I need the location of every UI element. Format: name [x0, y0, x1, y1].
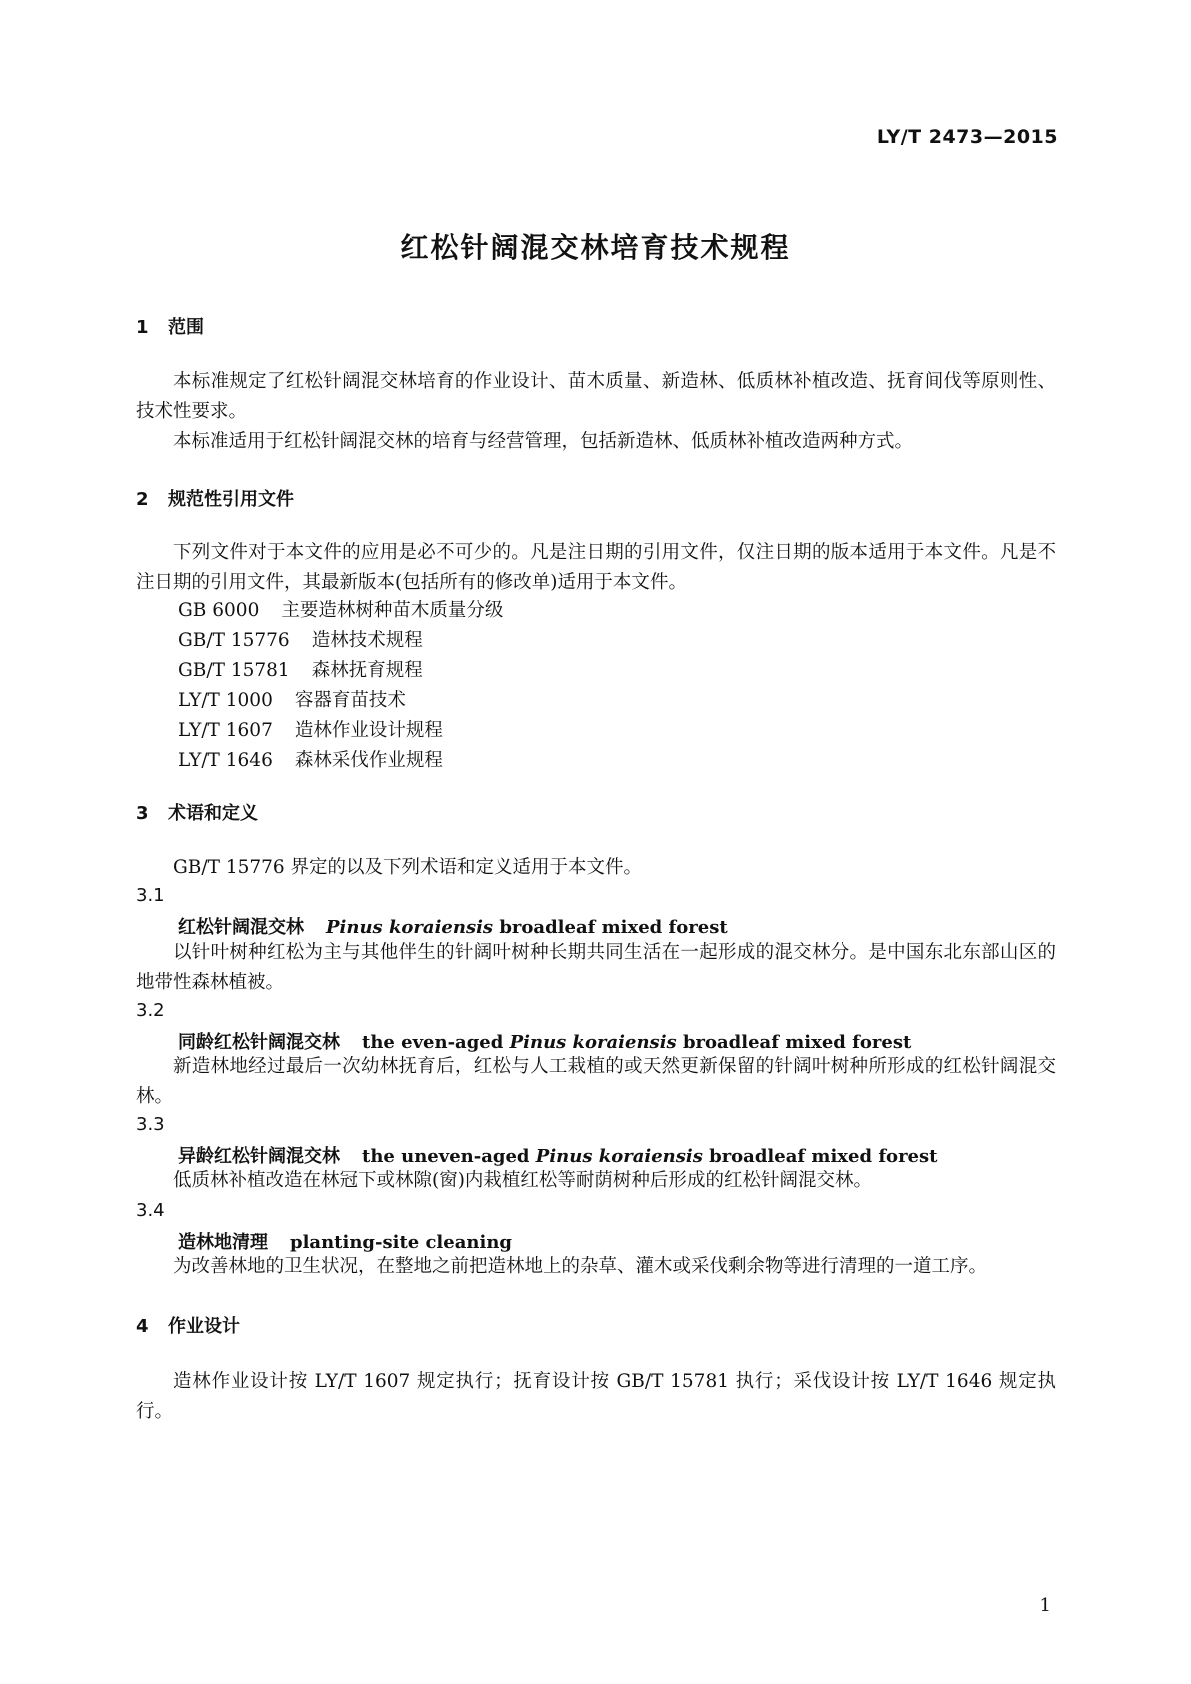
section-3-intro [136, 853, 1056, 883]
section-1-body [136, 367, 1056, 457]
document-title: 红松针阔混交林培育技术规程 [400, 231, 791, 264]
term-chinese: 异龄红松针阔混交林 [178, 1146, 340, 1167]
paragraph: GB/T 15776 界定的以及下列术语和定义适用于本文件。 [173, 857, 643, 878]
page-number: 1 [1039, 1595, 1051, 1616]
section-number: 4 [136, 1316, 149, 1337]
term-definition [136, 1252, 1056, 1282]
reference-item [178, 626, 503, 656]
reference-code: GB/T 15781 [178, 660, 290, 681]
reference-code: GB/T 15776 [178, 630, 290, 651]
section-4-heading [136, 1312, 240, 1338]
term-number: 3.2 [136, 1000, 165, 1021]
paragraph: 下列文件对于本文件的应用是必不可少的。凡是注日期的引用文件，仅注日期的版本适用于本文件。凡是不注日期的引用文件，其最新版本(包括所有的修改单)适用于本文件。 [136, 542, 1056, 593]
reference-title: 森林抚育规程 [311, 660, 423, 681]
term-heading [178, 1142, 937, 1168]
term-english-italic: Pinus koraiensis [326, 917, 494, 938]
reference-code: GB 6000 [178, 600, 260, 621]
paragraph: 本标准适用于红松针阔混交林的培育与经营管理，包括新造林、低质林补植改造两种方式。 [173, 431, 914, 452]
term-english-italic: Pinus koraiensis [509, 1032, 677, 1053]
section-number: 3 [136, 803, 149, 824]
reference-code: LY/T 1000 [178, 690, 273, 711]
section-number: 2 [136, 489, 149, 510]
term-heading [178, 913, 728, 939]
term-english-suffix: broadleaf mixed forest [702, 1146, 938, 1167]
term-heading [178, 1028, 911, 1054]
reference-title: 主要造林树种苗木质量分级 [281, 600, 504, 621]
reference-title: 造林作业设计规程 [294, 720, 443, 741]
reference-title: 造林技术规程 [311, 630, 423, 651]
definition-text: 为改善林地的卫生状况，在整地之前把造林地上的杂草、灌木或采伐剩余物等进行清理的一道工序。 [173, 1256, 988, 1277]
reference-list [178, 596, 503, 776]
reference-title: 容器育苗技术 [294, 690, 406, 711]
term-chinese: 造林地清理 [178, 1232, 268, 1253]
standard-code: LY/T 2473—2015 [876, 126, 1058, 148]
reference-item [178, 746, 503, 776]
term-number: 3.4 [136, 1200, 165, 1221]
section-title: 规范性引用文件 [168, 489, 294, 510]
section-2-body [136, 538, 1056, 598]
term-chinese: 红松针阔混交林 [178, 917, 304, 938]
term-english-prefix: the uneven-aged [362, 1146, 536, 1167]
term-english-suffix: broadleaf mixed forest [493, 917, 728, 938]
reference-item [178, 686, 503, 716]
section-2-heading [136, 485, 294, 511]
term-number: 3.1 [136, 885, 165, 906]
definition-text: 以针叶树种红松为主与其他伴生的针阔叶树种长期共同生活在一起形成的混交林分。是中国东北东部山区的地带性森林植被。 [136, 942, 1056, 993]
section-1-heading [136, 313, 204, 339]
term-definition [136, 938, 1056, 998]
section-number: 1 [136, 317, 149, 338]
definition-text: 低质林补植改造在林冠下或林隙(窗)内栽植红松等耐荫树种后形成的红松针阔混交林。 [173, 1170, 872, 1191]
section-3-heading [136, 799, 258, 825]
paragraph: 造林作业设计按 LY/T 1607 规定执行；抚育设计按 GB/T 15781 执行；采伐设计按 LY/T 1646 规定执行。 [136, 1371, 1056, 1422]
reference-title: 森林采伐作业规程 [294, 750, 443, 771]
term-english-suffix: broadleaf mixed forest [676, 1032, 912, 1053]
term-chinese: 同龄红松针阔混交林 [178, 1032, 340, 1053]
term-definition [136, 1166, 1056, 1196]
reference-code: LY/T 1646 [178, 750, 273, 771]
reference-code: LY/T 1607 [178, 720, 273, 741]
term-english-italic: Pinus koraiensis [535, 1146, 703, 1167]
section-title: 作业设计 [168, 1316, 240, 1337]
definition-text: 新造林地经过最后一次幼林抚育后，红松与人工栽植的或天然更新保留的针阔叶树种所形成的红松针阔混交林。 [136, 1056, 1056, 1107]
term-definition [136, 1052, 1056, 1112]
term-english-prefix: the even-aged [362, 1032, 510, 1053]
term-heading [178, 1228, 512, 1254]
term-english-prefix: planting-site cleaning [290, 1232, 512, 1253]
section-4-body [136, 1367, 1056, 1427]
reference-item [178, 656, 503, 686]
section-title: 术语和定义 [168, 803, 258, 824]
term-number: 3.3 [136, 1114, 165, 1135]
reference-item [178, 596, 503, 626]
paragraph: 本标准规定了红松针阔混交林培育的作业设计、苗木质量、新造林、低质林补植改造、抚育间伐等原则性、技术性要求。 [136, 371, 1056, 422]
reference-item [178, 716, 503, 746]
section-title: 范围 [168, 317, 204, 338]
